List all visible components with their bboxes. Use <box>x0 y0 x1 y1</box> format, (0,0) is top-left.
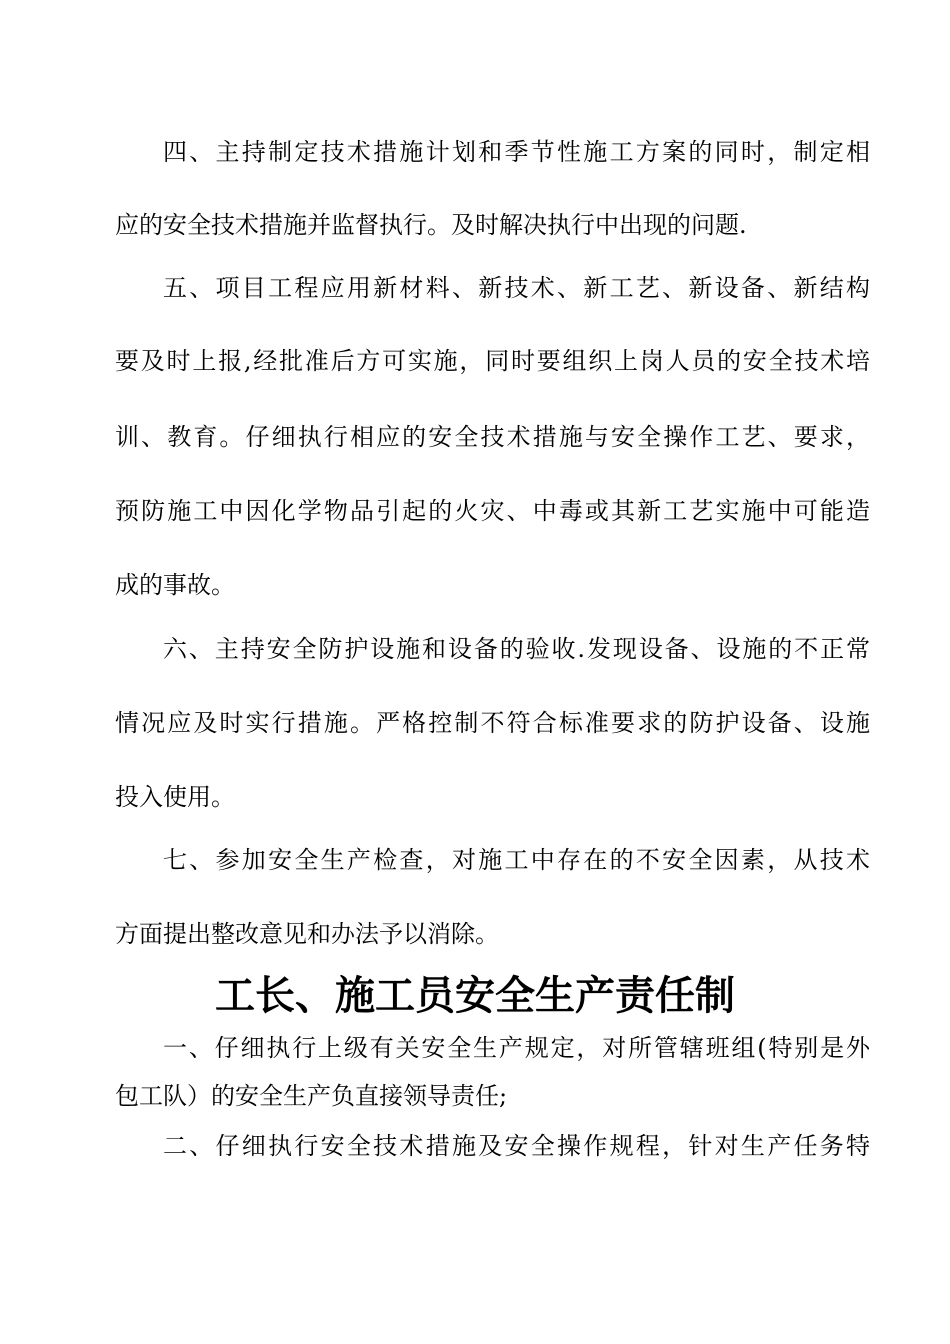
paragraph-6-line-1: 六、主持安全防护设施和设备的验收.发现设备、设施的不正常 <box>163 635 870 663</box>
paragraph-6-line-3: 投入使用。 <box>115 783 235 811</box>
paragraph-5-line-2: 要及时上报,经批准后方可实施，同时要组织上岗人员的安全技术培 <box>115 347 870 375</box>
paragraph-5-line-1: 五、项目工程应用新材料、新技术、新工艺、新设备、新结构 <box>163 274 870 302</box>
paragraph-6-line-2: 情况应及时实行措施。严格控制不符合标准要求的防护设备、设施 <box>115 709 870 737</box>
section-title: 工长、施工员安全生产责任制 <box>215 972 735 1019</box>
paragraph-5-line-3: 训、教育。仔细执行相应的安全技术措施与安全操作工艺、要求， <box>115 423 870 451</box>
paragraph-b1-line-2: 包工队）的安全生产负直接领导责任; <box>115 1082 508 1110</box>
paragraph-b1-line-1: 一、仔细执行上级有关安全生产规定，对所管辖班组(特别是外 <box>163 1034 870 1062</box>
paragraph-5-line-4: 预防施工中因化学物品引起的火灾、中毒或其新工艺实施中可能造 <box>115 497 870 525</box>
paragraph-b2-line-1: 二、仔细执行安全技术措施及安全操作规程，针对生产任务特 <box>163 1132 870 1160</box>
paragraph-4-line-2: 应的安全技术措施并监督执行。及时解决执行中出现的问题. <box>115 211 747 239</box>
paragraph-4-line-1: 四、主持制定技术措施计划和季节性施工方案的同时，制定相 <box>163 138 870 166</box>
paragraph-5-line-5: 成的事故。 <box>115 571 235 599</box>
paragraph-7-line-2: 方面提出整改意见和办法予以消除。 <box>115 920 499 948</box>
paragraph-7-line-1: 七、参加安全生产检查，对施工中存在的不安全因素，从技术 <box>163 846 870 874</box>
